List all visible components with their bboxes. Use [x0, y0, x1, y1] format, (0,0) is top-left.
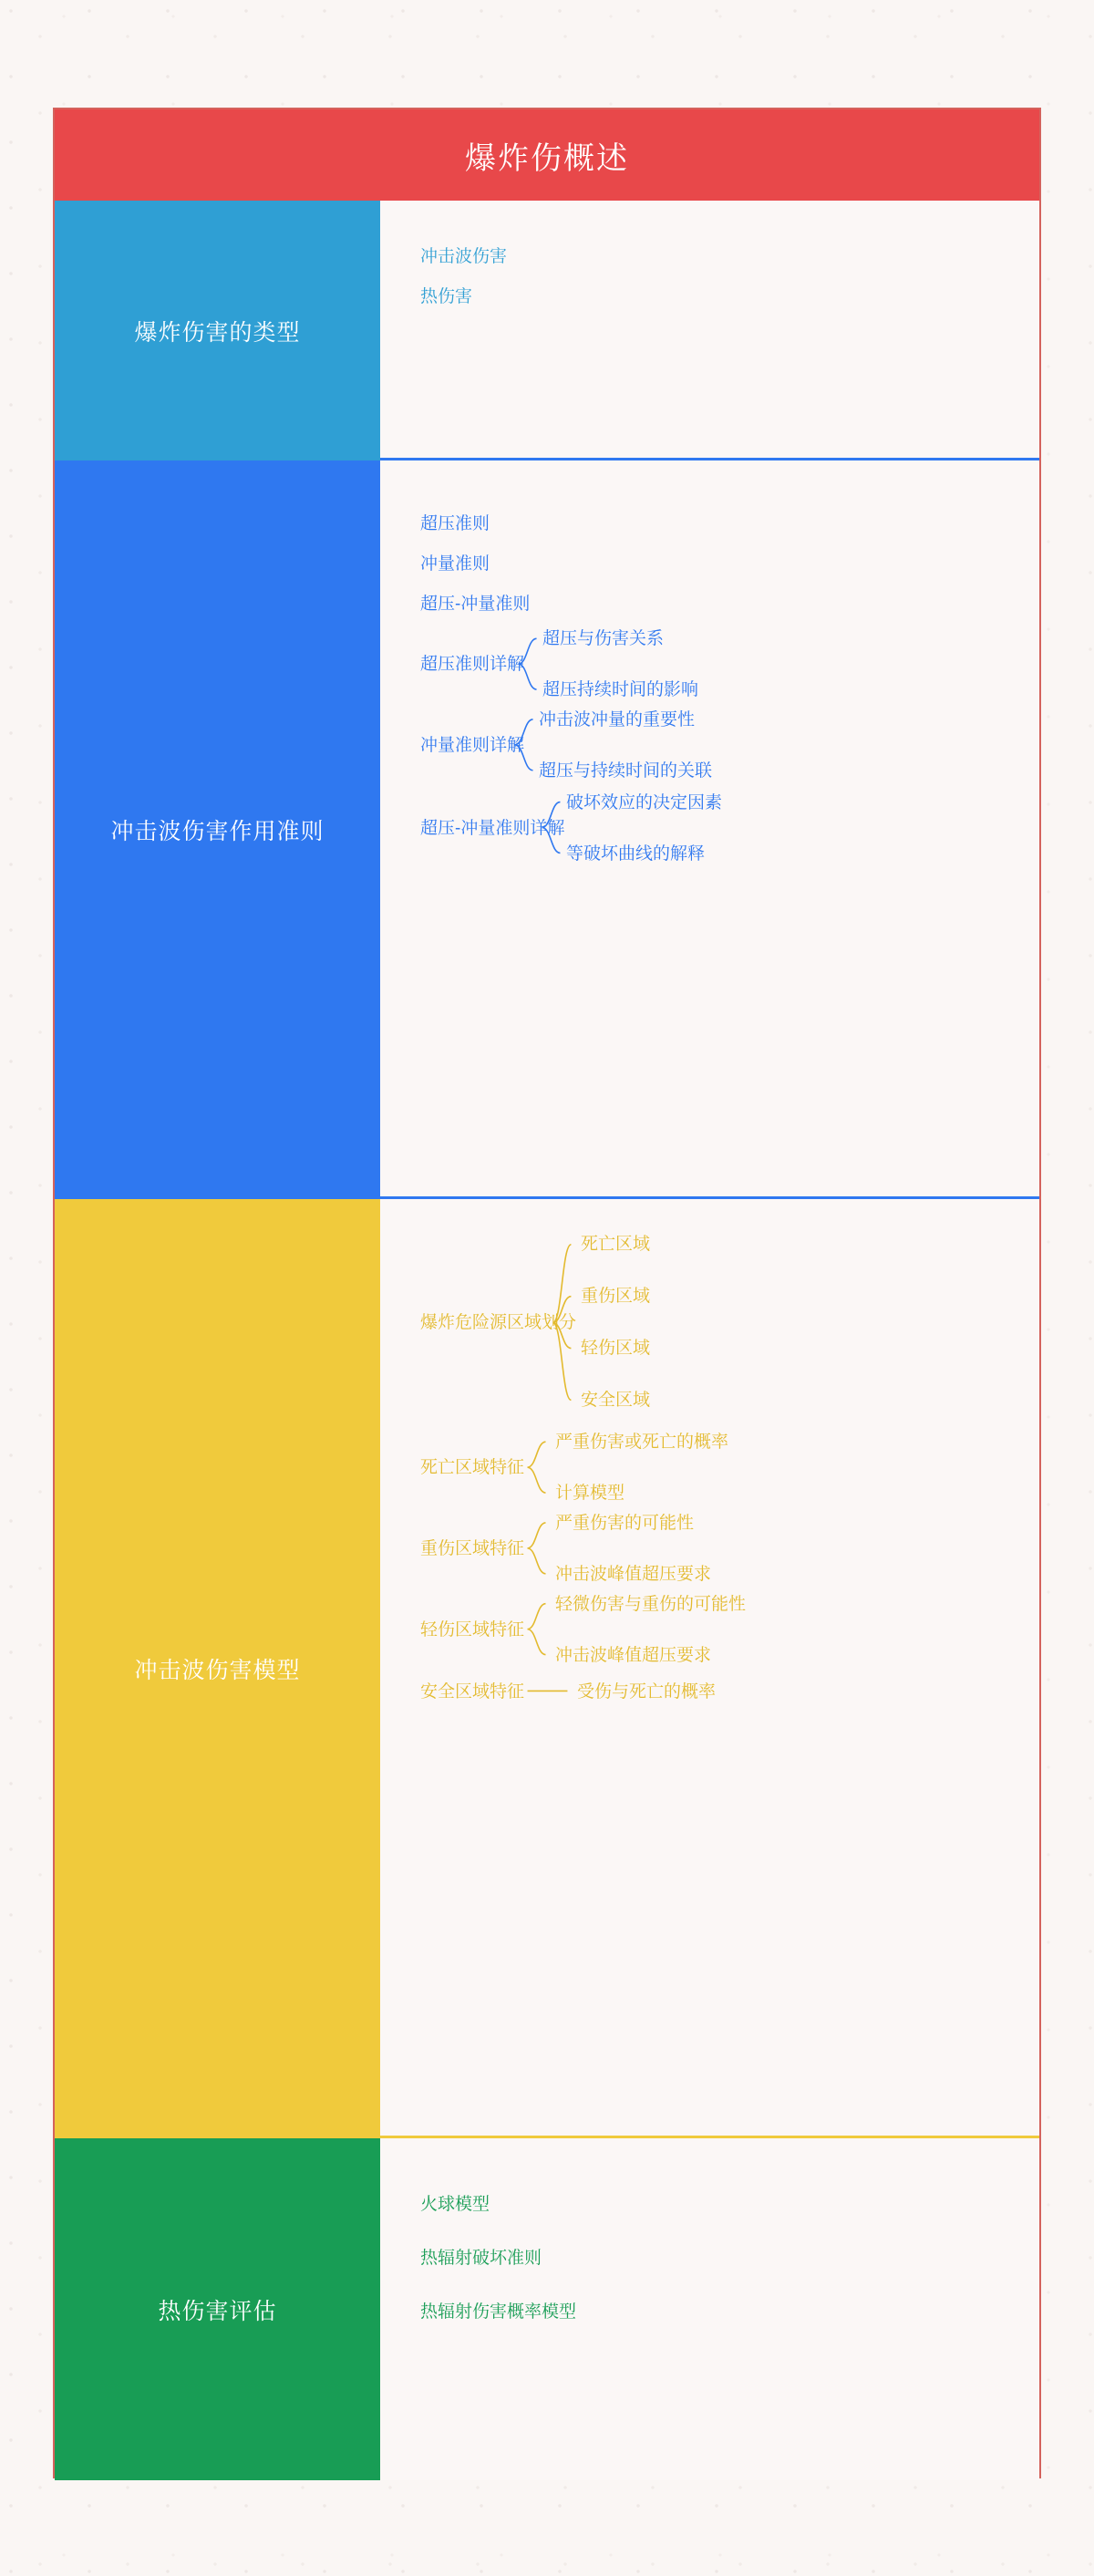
node-b2-c4-s0[interactable]: 冲击波冲量的重要性 [539, 710, 696, 729]
node-b3-c4-s0[interactable]: 受伤与死亡的概率 [577, 1682, 717, 1702]
node-b3-c1-s1[interactable]: 计算模型 [555, 1484, 625, 1503]
node-b2-c3-s1[interactable]: 超压持续时间的影响 [542, 680, 699, 699]
branch-body-2 [380, 460, 1039, 1199]
node-b3-c2[interactable]: 重伤区域特征 [420, 1539, 525, 1558]
branch-label-4[interactable]: 热伤害评估 [55, 2138, 380, 2480]
node-b4-c2[interactable]: 热辐射伤害概率模型 [420, 2302, 577, 2322]
branch-body-1 [380, 201, 1039, 460]
node-b3-c3-s1[interactable]: 冲击波峰值超压要求 [555, 1646, 712, 1665]
node-b4-c0[interactable]: 火球模型 [420, 2195, 490, 2214]
branch-shockwave-model [55, 1199, 1039, 2138]
mindmap-frame [53, 108, 1041, 2478]
node-b3-c0[interactable]: 爆炸危险源区域划分 [420, 1313, 577, 1332]
branch-body-4 [380, 2138, 1039, 2480]
branch-thermal-injury [55, 2138, 1039, 2480]
branch-explosion-injury-types [55, 201, 1039, 460]
branch-label-1[interactable]: 爆炸伤害的类型 [55, 201, 380, 460]
branch-label-2[interactable]: 冲击波伤害作用准则 [55, 460, 380, 1199]
node-b3-c0-s1[interactable]: 重伤区域 [581, 1287, 651, 1306]
node-b3-c3-s0[interactable]: 轻微伤害与重伤的可能性 [555, 1595, 747, 1614]
node-b2-c1[interactable]: 冲量准则 [420, 554, 490, 574]
node-b2-c3-s0[interactable]: 超压与伤害关系 [542, 629, 665, 648]
node-b3-c1[interactable]: 死亡区域特征 [420, 1458, 525, 1477]
node-b2-c5-s0[interactable]: 破坏效应的决定因素 [566, 793, 723, 812]
node-b2-c4-s1[interactable]: 超压与持续时间的关联 [539, 761, 713, 781]
node-b2-c0[interactable]: 超压准则 [420, 514, 490, 533]
node-b3-c0-s3[interactable]: 安全区域 [581, 1391, 651, 1410]
node-b4-c1[interactable]: 热辐射破坏准则 [420, 2249, 542, 2268]
node-b3-c2-s0[interactable]: 严重伤害的可能性 [555, 1514, 695, 1533]
node-b3-c4[interactable]: 安全区域特征 [420, 1682, 525, 1702]
branch-body-3 [380, 1199, 1039, 2138]
branch-shockwave-criteria [55, 460, 1039, 1199]
node-b2-c2[interactable]: 超压-冲量准则 [420, 595, 531, 614]
node-b2-c3[interactable]: 超压准则详解 [420, 655, 525, 674]
node-b3-c0-s0[interactable]: 死亡区域 [581, 1235, 651, 1254]
page-title: 爆炸伤概述 [55, 109, 1039, 201]
branch-label-3[interactable]: 冲击波伤害模型 [55, 1199, 380, 2138]
node-b1-c1[interactable]: 热伤害 [420, 287, 473, 306]
node-b3-c0-s2[interactable]: 轻伤区域 [581, 1339, 651, 1358]
node-b2-c4[interactable]: 冲量准则详解 [420, 736, 525, 755]
node-b2-c5-s1[interactable]: 等破坏曲线的解释 [566, 844, 706, 864]
node-b3-c3[interactable]: 轻伤区域特征 [420, 1620, 525, 1640]
node-b3-c1-s0[interactable]: 严重伤害或死亡的概率 [555, 1433, 729, 1452]
node-b1-c0[interactable]: 冲击波伤害 [420, 247, 508, 266]
node-b2-c5[interactable]: 超压-冲量准则详解 [420, 819, 565, 838]
node-b3-c2-s1[interactable]: 冲击波峰值超压要求 [555, 1565, 712, 1584]
